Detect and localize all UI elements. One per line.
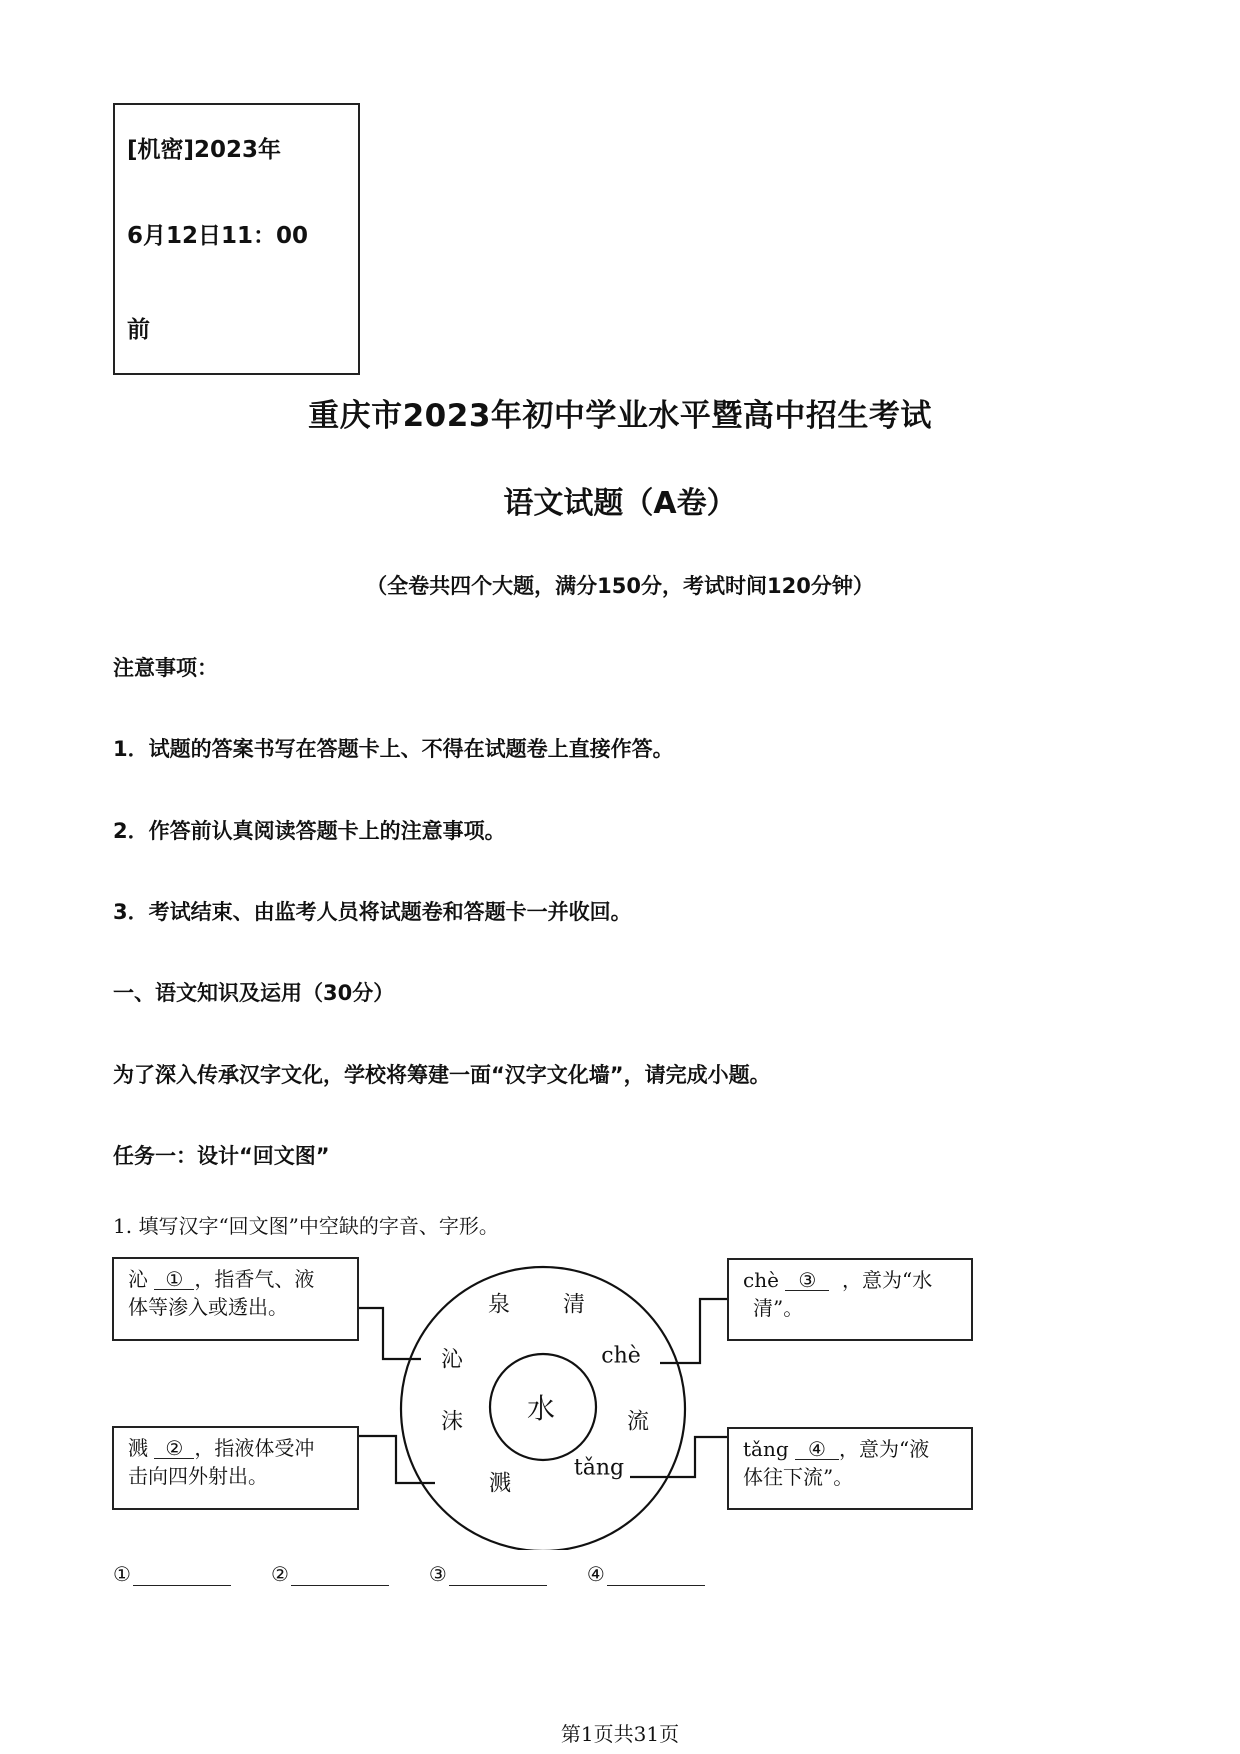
answer-line[interactable] bbox=[449, 1565, 547, 1586]
answer-blanks bbox=[113, 1562, 753, 1586]
section-intro: 为了深入传承汉字文化，学校将筹建一面“汉字文化墙”，请完成小题。 bbox=[113, 1063, 771, 1087]
box-prefix: 溅 bbox=[128, 1436, 148, 1460]
note-item-3: 3．考试结束、由监考人员将试题卷和答题卡一并收回。 bbox=[113, 900, 632, 924]
box-text: 清”。 bbox=[753, 1296, 804, 1320]
question-1: 1. 填写汉字“回文图”中空缺的字音、字形。 bbox=[113, 1214, 499, 1238]
box-prefix: 沁 bbox=[128, 1267, 148, 1291]
answer-slot-3[interactable] bbox=[429, 1562, 547, 1586]
center-char-shui: 水 bbox=[526, 1392, 556, 1425]
ring-char-mo: 沫 bbox=[440, 1409, 464, 1435]
confidential-line-1: [机密]2023年 bbox=[127, 137, 282, 163]
blank-1[interactable]: ① bbox=[154, 1269, 194, 1290]
answer-label: ④ bbox=[586, 1562, 605, 1586]
notes-heading: 注意事项： bbox=[113, 656, 218, 680]
ring-char-liu: 流 bbox=[626, 1409, 650, 1435]
answer-slot-2[interactable] bbox=[271, 1562, 389, 1586]
box-text: ，意为“水 bbox=[842, 1268, 933, 1292]
answer-line[interactable] bbox=[291, 1565, 389, 1586]
ring-char-che: chè bbox=[601, 1343, 641, 1369]
note-item-1: 1．试题的答案书写在答题卡上、不得在试题卷上直接作答。 bbox=[113, 737, 674, 761]
box-text: ，意为“液 bbox=[839, 1437, 930, 1461]
box-text: 体等渗入或透出。 bbox=[128, 1295, 288, 1319]
confidential-line-3: 前 bbox=[127, 317, 150, 343]
page-number: 第1页共31页 bbox=[560, 1722, 680, 1746]
confidential-stamp bbox=[113, 103, 360, 375]
section-heading: 一、语文知识及运用（30分） bbox=[113, 981, 395, 1005]
blank-3[interactable]: ③ bbox=[785, 1270, 829, 1291]
answer-label: ② bbox=[270, 1562, 289, 1586]
answer-line[interactable] bbox=[607, 1565, 705, 1586]
definition-box-jian bbox=[112, 1426, 359, 1510]
task-heading: 任务一：设计“回文图” bbox=[113, 1144, 330, 1168]
box-text: 击向四外射出。 bbox=[128, 1464, 268, 1488]
exam-scope: （全卷共四个大题，满分150分，考试时间120分钟） bbox=[366, 574, 874, 598]
note-item-2: 2．作答前认真阅读答题卡上的注意事项。 bbox=[113, 819, 506, 843]
box-prefix: chè bbox=[743, 1268, 779, 1292]
box-text: 体往下流”。 bbox=[743, 1465, 854, 1489]
ring-char-qin: 沁 bbox=[440, 1347, 464, 1373]
answer-line[interactable] bbox=[133, 1565, 231, 1586]
blank-4[interactable]: ④ bbox=[795, 1439, 839, 1460]
definition-box-che bbox=[727, 1258, 973, 1341]
ring-char-qing: 清 bbox=[562, 1292, 586, 1318]
confidential-line-2: 6月12日11：00 bbox=[127, 223, 309, 249]
exam-subtitle: 语文试题（A卷） bbox=[503, 486, 737, 521]
blank-2[interactable]: ② bbox=[154, 1438, 194, 1459]
ring-char-jian: 溅 bbox=[488, 1471, 512, 1497]
answer-slot-1[interactable] bbox=[113, 1562, 231, 1586]
palindrome-diagram bbox=[100, 1250, 1000, 1550]
box-text: ，指香气、液 bbox=[194, 1267, 315, 1291]
answer-label: ① bbox=[113, 1562, 131, 1586]
answer-slot-4[interactable] bbox=[587, 1562, 705, 1586]
answer-label: ③ bbox=[428, 1562, 447, 1586]
exam-title: 重庆市2023年初中学业水平暨高中招生考试 bbox=[308, 398, 932, 434]
box-prefix: tǎng bbox=[743, 1437, 789, 1461]
ring-char-quan: 泉 bbox=[487, 1292, 511, 1318]
definition-box-qin bbox=[112, 1257, 359, 1341]
ring-char-tang: tǎng bbox=[573, 1455, 625, 1481]
box-text: ，指液体受冲 bbox=[194, 1436, 315, 1460]
definition-box-tang bbox=[727, 1427, 973, 1510]
